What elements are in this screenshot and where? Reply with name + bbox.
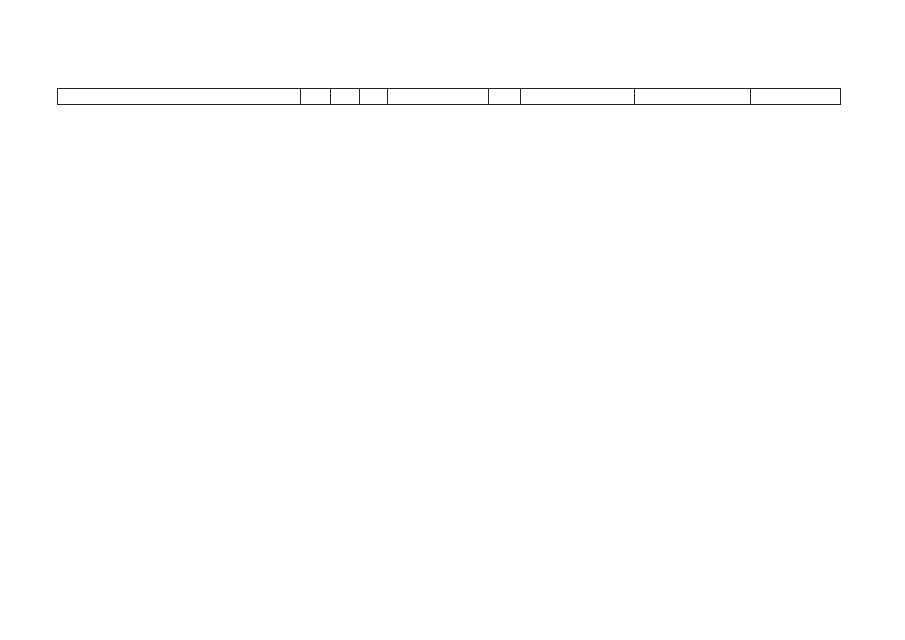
header-col-5 <box>388 89 489 104</box>
header-col-2 <box>301 89 331 104</box>
header-col-3 <box>331 89 360 104</box>
header-col-6 <box>489 89 521 104</box>
header-col-8 <box>635 89 752 104</box>
header-col-4 <box>360 89 388 104</box>
header-col-7 <box>521 89 635 104</box>
header-col-9 <box>751 89 840 104</box>
header-col-1 <box>58 89 301 104</box>
table-header <box>57 88 841 105</box>
